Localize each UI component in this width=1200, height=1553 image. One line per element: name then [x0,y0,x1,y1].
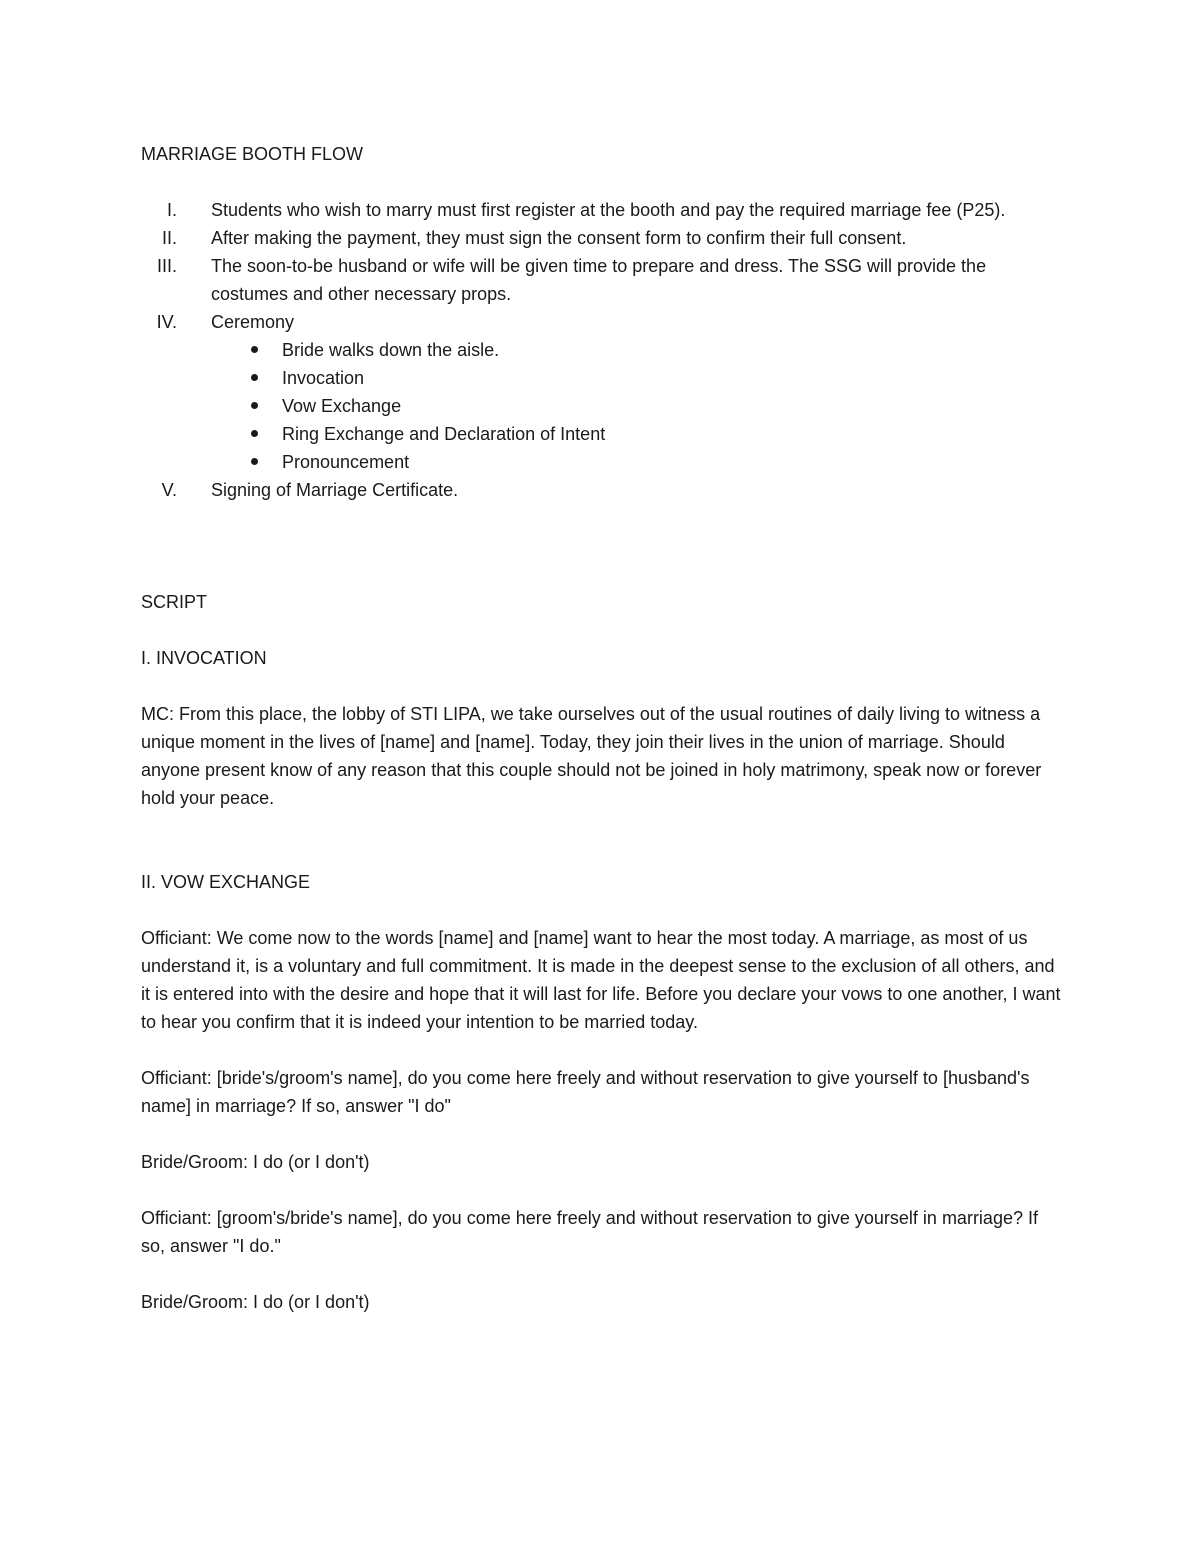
vow-paragraph: Bride/Groom: I do (or I don't) [141,1152,370,1172]
ceremony-step-text: Bride walks down the aisle. [282,340,500,360]
ceremony-step-text: Invocation [282,368,365,388]
bullet-icon [251,346,258,353]
ceremony-step-text: Ring Exchange and Declaration of Intent [282,424,606,444]
ceremony-steps-list [211,336,1061,476]
invocation-paragraph: MC: From this place, the lobby of STI LIPA, we take ourselves out of the usual routines of daily living to witness a unique moment in the lives of [name] and [name]. Today, they join their lives in the union of marriage. Should anyone present know of any reason that this couple should not be joined in holy matrimony, speak now or forever hold your peace. [141,704,1042,808]
flow-step [141,224,1061,252]
bullet-icon [251,374,258,381]
flow-step-text: The soon-to-be husband or wife will be given time to prepare and dress. The SSG will provide the costumes and other necessary props. [211,256,987,304]
flow-step [141,476,1061,504]
ceremony-step-text: Vow Exchange [282,396,402,416]
bullet-icon [251,430,258,437]
vow-paragraph: Officiant: [bride's/groom's name], do you come here freely and without reservation to give yourself to [husband's name] in marriage? If so, answer "I do" [141,1068,1030,1116]
flow-step-number: II. [161,228,177,248]
ceremony-step [211,420,1061,448]
flow-step-text: After making the payment, they must sign the consent form to confirm their full consent. [211,228,907,248]
flow-step-text: Students who wish to marry must first register at the booth and pay the required marriage fee (P25). [211,200,1006,220]
vow-paragraph: Bride/Groom: I do (or I don't) [141,1292,370,1312]
flow-step-number: V. [161,480,177,500]
ceremony-step [211,336,1061,364]
flow-step-text: Ceremony [211,312,295,332]
ceremony-step-text: Pronouncement [282,452,410,472]
flow-step-number: IV. [156,312,177,332]
bullet-icon [251,458,258,465]
flow-step [141,252,1061,308]
document-body [141,140,1061,1316]
script-title: SCRIPT [141,592,208,612]
vow-paragraph: Officiant: [groom's/bride's name], do you come here freely and without reservation to give yourself in marriage? If so, answer "I do." [141,1208,1038,1256]
flow-step-number: I. [166,200,177,220]
vow-exchange-title: II. VOW EXCHANGE [141,872,311,892]
document-title: MARRIAGE BOOTH FLOW [141,144,364,164]
ceremony-step [211,448,1061,476]
invocation-title: I. INVOCATION [141,648,267,668]
ceremony-step [211,364,1061,392]
flow-step-text: Signing of Marriage Certificate. [211,480,459,500]
flow-list [141,196,1061,504]
flow-step [141,308,1061,476]
bullet-icon [251,402,258,409]
vow-paragraph: Officiant: We come now to the words [name] and [name] want to hear the most today. A marriage, as most of us understand it, is a voluntary and full commitment. It is made in the deepest sense to the exclusion of all others, and it is entered into with the desire and hope that it will last for life. Before you declare your vows to one another, I want to hear you confirm that it is indeed your intention to be married today. [141,928,1061,1032]
flow-step [141,196,1061,224]
ceremony-step [211,392,1061,420]
flow-step-number: III. [156,256,177,276]
